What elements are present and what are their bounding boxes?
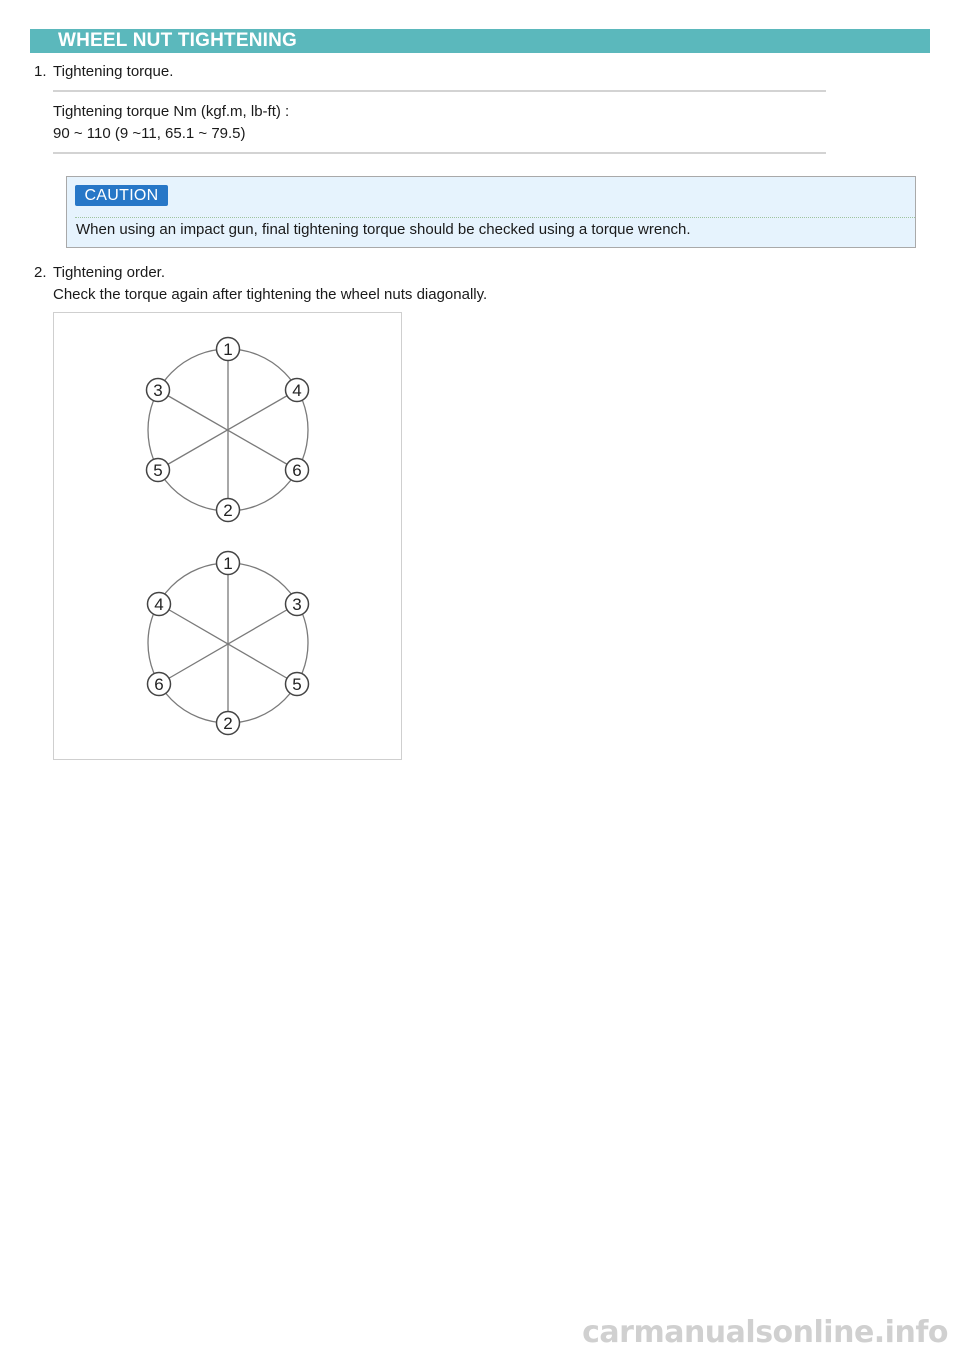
step-1-number: 1. xyxy=(34,63,47,80)
nut-2-lower-left xyxy=(148,673,171,696)
nut-label: 6 xyxy=(154,675,164,694)
nut-label: 5 xyxy=(153,461,163,480)
nut-label: 2 xyxy=(223,714,233,733)
nut-2-upper-left xyxy=(148,593,171,616)
wheel-pattern-1 xyxy=(148,349,308,511)
spec-bottom-rule xyxy=(53,152,826,154)
nut-1-upper-right xyxy=(286,379,309,402)
nut-label: 1 xyxy=(223,340,233,359)
caution-badge: CAUTION xyxy=(75,185,168,206)
nut-label: 3 xyxy=(292,595,302,614)
section-title-bar xyxy=(30,29,930,53)
caution-box xyxy=(66,176,916,248)
section-title: WHEEL NUT TIGHTENING xyxy=(58,30,298,51)
caution-divider xyxy=(75,217,915,218)
nut-label: 2 xyxy=(223,501,233,520)
watermark: carmanualsonline.info xyxy=(582,1315,948,1350)
nut-2-lower-right xyxy=(286,673,309,696)
nut-1-bottom xyxy=(217,499,240,522)
nut-2-top xyxy=(217,552,240,575)
nut-1-upper-left xyxy=(147,379,170,402)
spec-value: 90 ~ 110 (9 ~11, 65.1 ~ 79.5) xyxy=(53,125,246,142)
caution-text: When using an impact gun, final tightening torque should be checked using a torque wrench. xyxy=(76,221,691,238)
nut-1-top xyxy=(217,338,240,361)
tightening-order-figure xyxy=(53,312,402,760)
nut-label: 5 xyxy=(292,675,302,694)
nut-1-lower-right xyxy=(286,459,309,482)
nut-label: 6 xyxy=(292,461,302,480)
nut-label: 1 xyxy=(223,554,233,573)
step-2-body: Check the torque again after tightening the wheel nuts diagonally. xyxy=(53,286,488,303)
nut-2-bottom xyxy=(217,712,240,735)
nut-label: 3 xyxy=(153,381,163,400)
nut-2-upper-right xyxy=(286,593,309,616)
step-1-heading: Tightening torque. xyxy=(53,63,174,80)
nut-1-lower-left xyxy=(147,459,170,482)
spec-top-rule xyxy=(53,90,826,92)
wheel-pattern-2 xyxy=(148,563,308,723)
step-2-heading: Tightening order. xyxy=(53,264,166,281)
tightening-order-diagrams xyxy=(54,313,401,759)
nut-label: 4 xyxy=(292,381,302,400)
spec-label: Tightening torque Nm (kgf.m, lb-ft) : xyxy=(53,103,290,120)
step-2-number: 2. xyxy=(34,264,47,281)
nut-label: 4 xyxy=(154,595,164,614)
